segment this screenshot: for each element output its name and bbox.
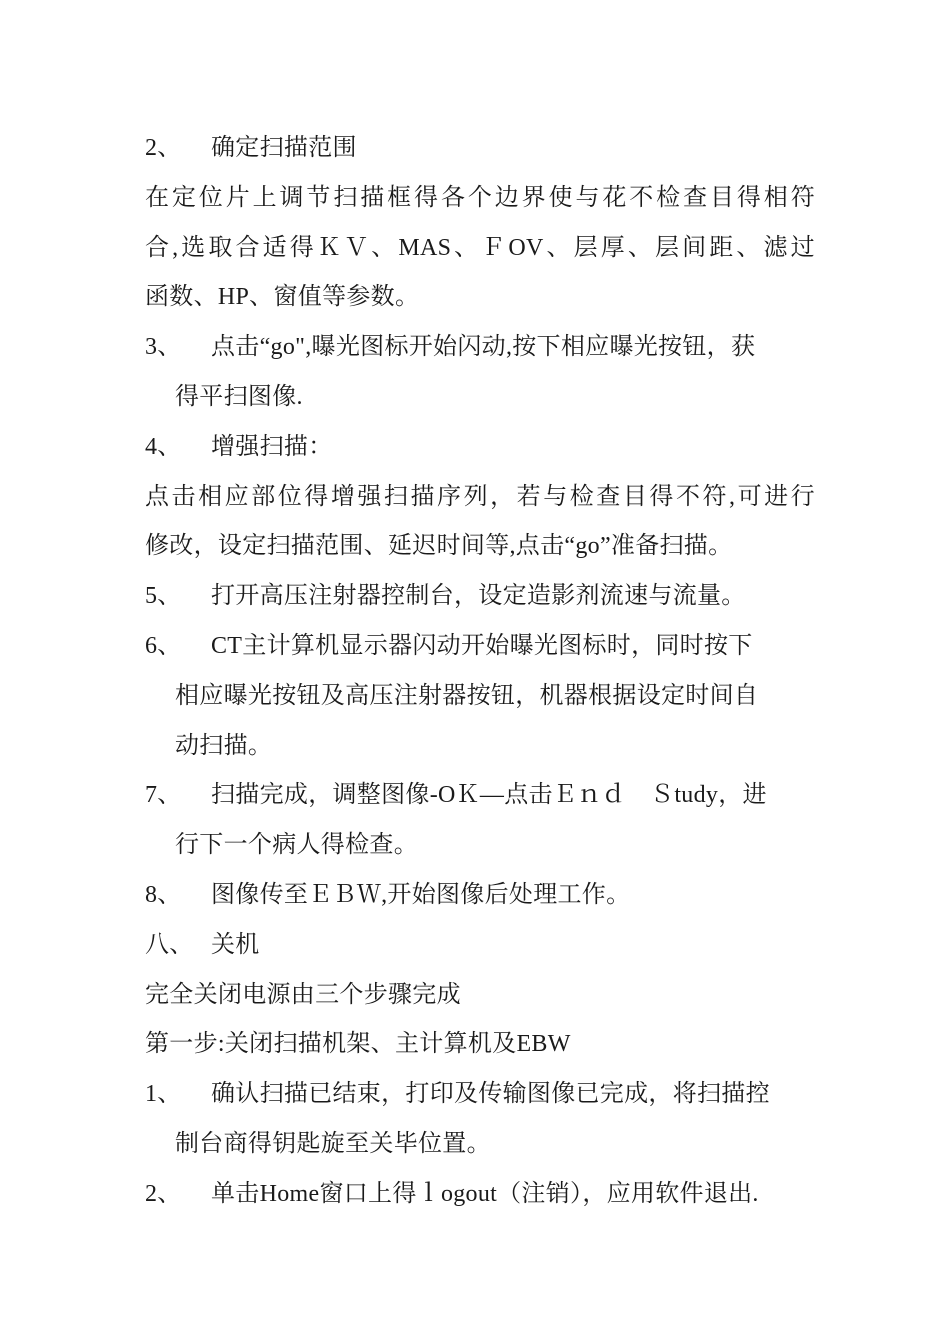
item-text: 图像传至ＥＢＷ,开始图像后处理工作。 [211, 881, 631, 908]
list-item-continuation: 行下一个病人得检查。 [175, 832, 418, 859]
item-text: 单击Home窗口上得ｌogout（注销），应用软件退出. [211, 1180, 759, 1207]
item-text: 点击“go",曝光图标开始闪动,按下相应曝光按钮，获 [211, 334, 756, 361]
paragraph-line: 合,选取合适得ＫＶ、MAS、ＦOV、层厚、层间距、滤过 [145, 234, 815, 261]
item-number: 1、 [145, 1081, 182, 1108]
list-item [145, 323, 815, 373]
item-text: 确认扫描已结束，打印及传输图像已完成，将扫描控 [211, 1081, 770, 1108]
section-title: 关机 [211, 931, 260, 958]
item-number: 8、 [145, 881, 182, 908]
item-number: 6、 [145, 632, 182, 659]
paragraph-line: 第一步:关闭扫描机架、主计算机及EBW [145, 1031, 571, 1058]
item-number: 2、 [145, 1180, 182, 1207]
section-heading [145, 921, 815, 971]
list-item [145, 1070, 815, 1120]
list-item-continuation: 得平扫图像. [175, 383, 303, 410]
list-item [145, 572, 815, 622]
paragraph-line: 点击相应部位得增强扫描序列，若与检查目得不符,可进行 [145, 483, 815, 510]
paragraph-line: 函数、HP、窗值等参数。 [145, 284, 420, 311]
list-item [145, 771, 815, 821]
item-number: 3、 [145, 334, 182, 361]
item-text: 确定扫描范围 [211, 135, 357, 161]
list-item [145, 423, 815, 473]
list-item [145, 622, 815, 672]
list-item [145, 1170, 815, 1220]
item-text: 增强扫描： [211, 433, 333, 460]
item-text: CT主计算机显示器闪动开始曝光图标时，同时按下 [211, 632, 753, 659]
item-text: 打开高压注射器控制台，设定造影剂流速与流量。 [211, 583, 746, 610]
item-number: 4、 [145, 433, 182, 460]
list-item [145, 871, 815, 921]
list-item-continuation: 动扫描。 [175, 732, 273, 759]
item-number: 5、 [145, 583, 182, 610]
list-item-continuation: 相应曝光按钮及高压注射器按钮，机器根据设定时间自 [175, 682, 759, 709]
document-page [145, 124, 815, 1220]
section-number: 八、 [145, 931, 194, 958]
list-item-continuation: 制台商得钥匙旋至关毕位置。 [175, 1130, 491, 1157]
item-number: 7、 [145, 782, 182, 809]
paragraph-line: 修改，设定扫描范围、延迟时间等,点击“go”准备扫描。 [145, 533, 733, 560]
item-text: 扫描完成，调整图像-OＫ—点击Ｅｎｄ Ｓtudy，进 [211, 782, 767, 809]
paragraph-line: 完全关闭电源由三个步骤完成 [145, 981, 461, 1008]
paragraph-line: 在定位片上调节扫描框得各个边界使与花不检查目得相符 [145, 184, 815, 211]
list-item [145, 124, 815, 174]
item-number: 2、 [145, 135, 182, 161]
